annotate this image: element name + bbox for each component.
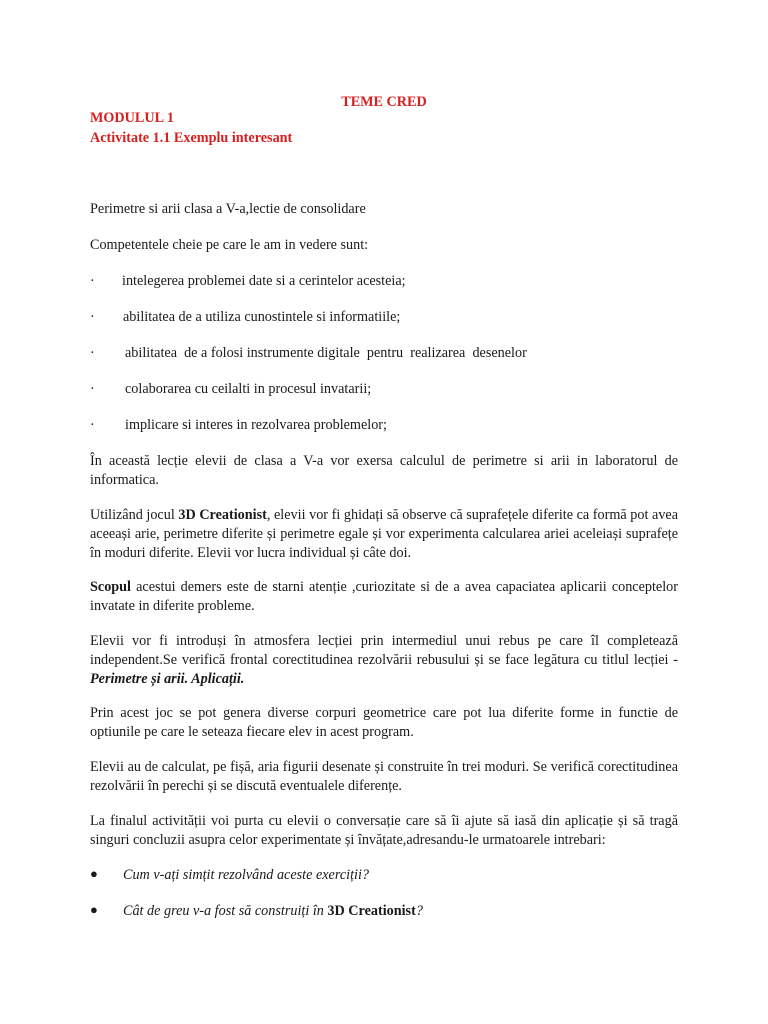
paragraph-scope: Scopul acestui demers este de starni atenție ,curiozitate si de a avea capaciatea aplicarii conceptelor invatate in diferite probleme. (90, 579, 678, 614)
question-text: Cum v-ați simțit rezolvând aceste exerciții? (123, 867, 369, 883)
paragraph-3d-creationist: Utilizând jocul 3D Creationist, elevii vor fi ghidați să observe că suprafețele diferite ca formă pot avea aceeași arie, perimetre diferite și perimetre egale și vor experimenta calcularea ariei aceleiași suprafețe în moduri diferite. Elevii vor lucra individual și câte doi. (90, 507, 679, 561)
lesson-line: Perimetre si arii clasa a V-a,lectie de consolidare (90, 201, 366, 217)
bullet-icon: · (90, 345, 95, 361)
app-name: 3D Creationist (178, 507, 267, 523)
module-heading: MODULUL 1 (90, 110, 174, 126)
bullet-icon: ● (90, 902, 98, 917)
question-text: Cât de greu v-a fost să construiți în 3D Creationist? (123, 903, 423, 919)
paragraph-conclusion: La finalul activității voi purta cu elevii o conversație care să îi ajute să iasă din aplicație și să tragă singuri concluzii asupra celor experimentate și învățate,adresandu-le urmatoarele intrebari: (90, 813, 678, 848)
list-item-text: implicare si interes in rezolvarea problemelor; (125, 417, 387, 433)
bullet-icon: ● (90, 866, 98, 881)
list-item-text: abilitatea de a utiliza cunostintele si informatiile; (123, 309, 401, 325)
bullet-icon: · (90, 381, 95, 397)
competence-intro: Competentele cheie pe care le am in vedere sunt: (90, 237, 369, 253)
bullet-icon: · (90, 273, 95, 289)
document-title: TEME CRED (341, 94, 427, 110)
paragraph-rebus: Elevii vor fi introduși în atmosfera lecției prin intermediul unui rebus pe care îl completează independent.Se verifică frontal corectitudinea rezolvării rebusului și se face legătura cu titlul lecției - Perimetre și arii. Aplicații. (90, 633, 678, 687)
list-item-text: colaborarea cu ceilalti in procesul invatarii; (125, 381, 372, 397)
bullet-icon: · (90, 417, 95, 433)
paragraph-game: Prin acest joc se pot genera diverse corpuri geometrice care pot lua diferite forme in functie de optiunile pe care le seteaza fiecare elev in acest program. (90, 705, 678, 740)
list-item-text: intelegerea problemei date si a cerintelor acesteia; (122, 273, 406, 289)
paragraph-worksheet: Elevii au de calculat, pe fișă, aria figurii desenate și construite în trei moduri. Se verifică corectitudinea rezolvării în perechi și se discută eventualele diferențe. (90, 759, 678, 794)
paragraph-lesson-intro: În această lecție elevii de clasa a V-a vor exersa calculul de perimetre si arii in laboratorul de informatica. (90, 453, 678, 488)
lesson-title: Perimetre și arii. Aplicații. (90, 671, 245, 687)
bullet-icon: · (90, 309, 95, 325)
scope-label: Scopul (90, 579, 132, 595)
activity-heading: Activitate 1.1 Exemplu interesant (90, 130, 293, 146)
app-name: 3D Creationist (327, 903, 416, 919)
list-item-text: abilitatea de a folosi instrumente digitale pentru realizarea desenelor (125, 345, 527, 361)
